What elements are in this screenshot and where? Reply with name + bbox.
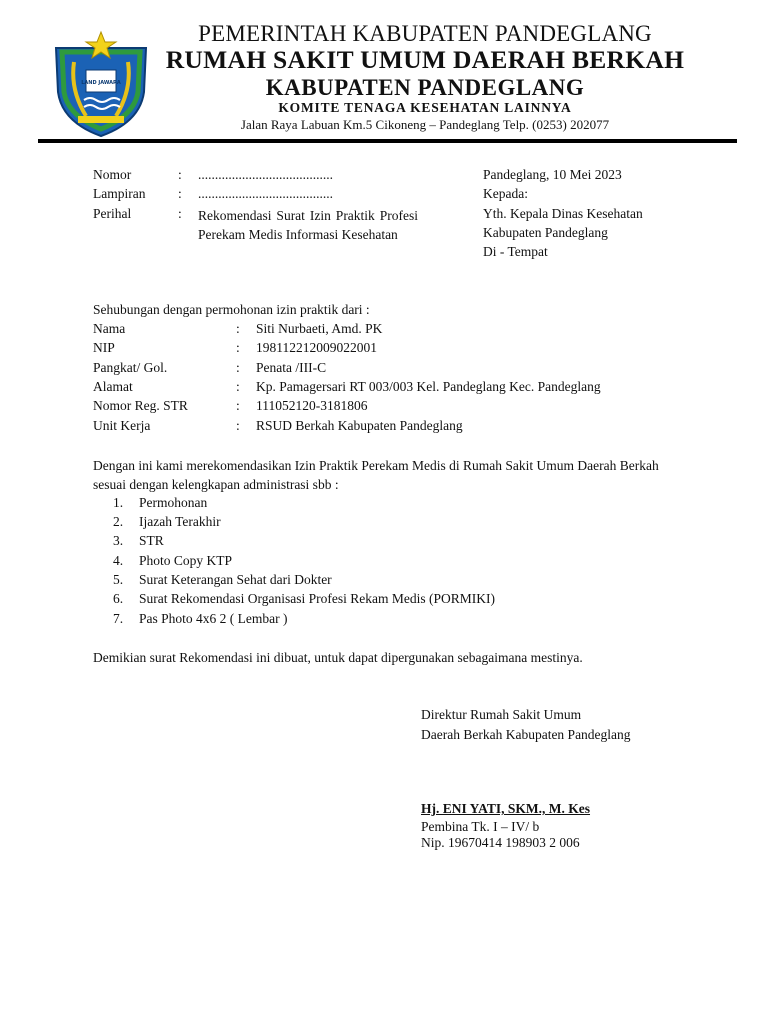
lampiran-value: ........................................ (198, 186, 333, 201)
lampiran-label: Lampiran (93, 186, 146, 201)
list-item-number: 3. (113, 533, 124, 548)
nomor-value: ........................................ (198, 167, 333, 182)
list-item: Photo Copy KTP (139, 553, 233, 568)
letterhead-address: Jalan Raya Labuan Km.5 Cikoneng – Pandeglang Telp. (0253) 202077 (240, 117, 610, 132)
closing-paragraph: Demikian surat Rekomendasi ini dibuat, untuk dapat dipergunakan sebagaimana mestinya. (93, 650, 583, 665)
signatory-rank: Pembina Tk. I – IV/ b (421, 819, 540, 834)
colon: : (236, 418, 240, 433)
list-item-number: 7. (113, 611, 124, 626)
signatory-title-line1: Direktur Rumah Sakit Umum (421, 707, 582, 722)
nomor-label: Nomor (93, 167, 132, 182)
list-item-number: 1. (113, 495, 124, 510)
field-label: Alamat (93, 379, 133, 394)
list-item: Surat Keterangan Sehat dari Dokter (139, 572, 332, 587)
letterhead-committee: KOMITE TENAGA KESEHATAN LAINNYA (278, 100, 572, 115)
recipient-line3: Di - Tempat (483, 244, 548, 259)
recipient-to: Kepada: (483, 186, 528, 201)
field-value: RSUD Berkah Kabupaten Pandeglang (256, 418, 463, 433)
recipient-line1: Yth. Kepala Dinas Kesehatan (483, 206, 643, 221)
colon: : (236, 379, 240, 394)
field-value: 111052120-3181806 (256, 398, 368, 413)
colon: : (178, 167, 182, 182)
colon: : (236, 360, 240, 375)
field-label: Pangkat/ Gol. (93, 360, 168, 375)
recipient-line2: Kabupaten Pandeglang (483, 225, 608, 240)
letterhead-government: PEMERINTAH KABUPATEN PANDEGLANG (198, 21, 652, 46)
body-intro: Sehubungan dengan permohonan izin praktik dari : (93, 302, 370, 317)
perihal-label: Perihal (93, 206, 132, 221)
list-item-number: 2. (113, 514, 124, 529)
letterhead-hospital: RUMAH SAKIT UMUM DAERAH BERKAH (165, 45, 685, 74)
list-item: Surat Rekomendasi Organisasi Profesi Rekam Medis (PORMIKI) (139, 591, 495, 606)
colon: : (178, 206, 182, 221)
colon: : (236, 321, 240, 336)
list-item-number: 5. (113, 572, 124, 587)
signatory-nip: Nip. 19670414 198903 2 006 (421, 835, 580, 850)
colon: : (236, 340, 240, 355)
signatory-name: Hj. ENI YATI, SKM., M. Kes (421, 801, 591, 816)
field-value: Siti Nurbaeti, Amd. PK (256, 321, 383, 336)
letterhead-regency: KABUPATEN PANDEGLANG (265, 75, 585, 100)
list-item-number: 4. (113, 553, 124, 568)
list-item: Permohonan (139, 495, 208, 510)
colon: : (178, 186, 182, 201)
letterhead-divider (38, 139, 737, 143)
colon: : (236, 398, 240, 413)
emblem-motto: LAND JAWARA (81, 80, 121, 86)
field-label: Nama (93, 321, 126, 336)
field-value: Kp. Pamagersari RT 003/003 Kel. Pandeglang Kec. Pandeglang (256, 379, 601, 394)
letter-date: Pandeglang, 10 Mei 2023 (483, 167, 622, 182)
list-item: Pas Photo 4x6 2 ( Lembar ) (139, 611, 288, 626)
list-item: Ijazah Terakhir (139, 514, 221, 529)
field-label: NIP (93, 340, 115, 355)
field-label: Nomor Reg. STR (93, 398, 188, 413)
signatory-title-line2: Daerah Berkah Kabupaten Pandeglang (421, 727, 631, 742)
perihal-value: Rekomendasi Surat Izin Praktik Profesi Perekam Medis Informasi Kesehatan (198, 208, 418, 243)
field-value: 198112212009022001 (256, 340, 377, 355)
list-item-number: 6. (113, 591, 124, 606)
recommendation-paragraph: Dengan ini kami merekomendasikan Izin Praktik Perekam Medis di Rumah Sakit Umum Daerah Berkah sesuai dengan kelengkapan administrasi sbb : (93, 458, 659, 493)
field-value: Penata /III-C (256, 360, 327, 375)
list-item: STR (139, 533, 164, 548)
emblem-ribbon (78, 116, 124, 123)
pandeglang-regency-emblem (52, 30, 150, 138)
field-label: Unit Kerja (93, 418, 151, 433)
